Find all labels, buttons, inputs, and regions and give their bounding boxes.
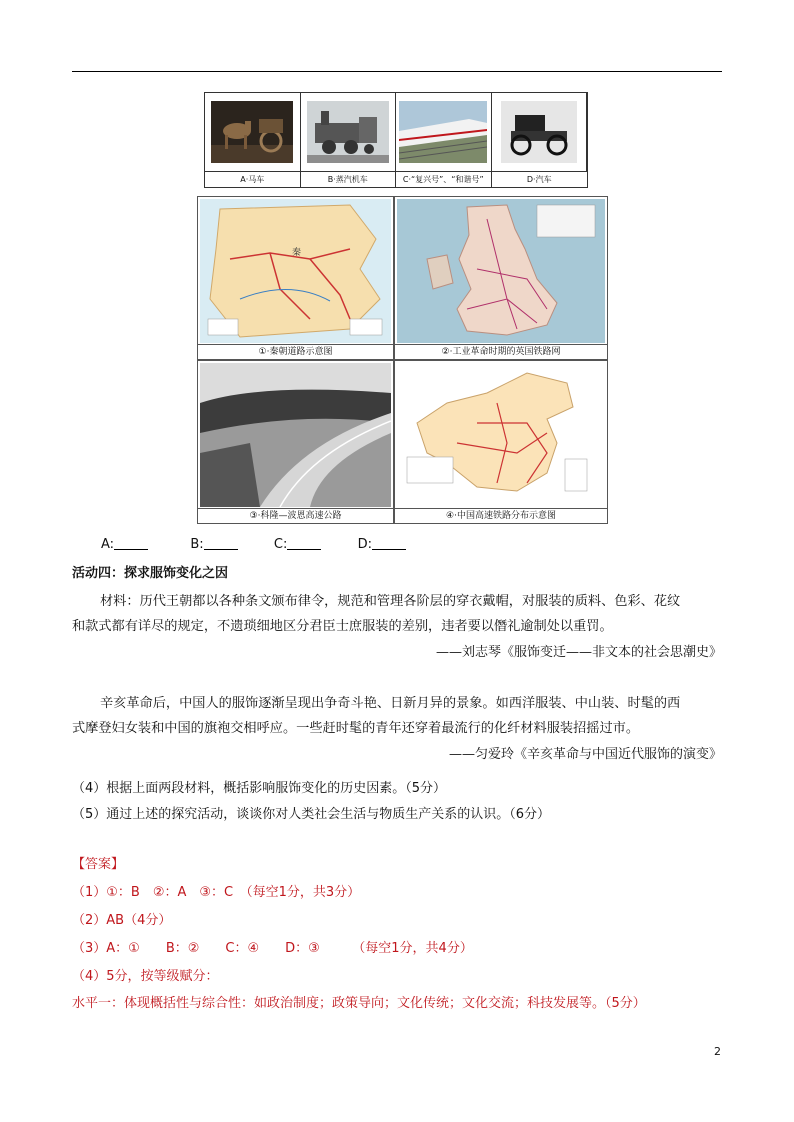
vehicle-caption-d: D·汽车 — [492, 171, 588, 187]
header-rule — [72, 71, 722, 72]
answer-4: （4）5分，按等级赋分： — [72, 969, 219, 984]
blank-label-b: B: — [190, 537, 204, 552]
vehicle-caption-c: C·“复兴号”、“和谐号” — [396, 171, 492, 187]
answer-heading: 【答案】 — [72, 857, 125, 872]
map-caption-4: ④·中国高速铁路分布示意图 — [395, 508, 607, 523]
material1-source: ——刘志琴《服饰变迁——非文本的社会思潮史》 — [435, 645, 722, 660]
blank-d-input[interactable] — [372, 537, 406, 550]
qin-roads-map — [197, 196, 394, 360]
horse-carriage-image — [205, 93, 301, 171]
question-5: （5）通过上述的探究活动，谈谈你对人类社会生活与物质生产关系的认识。（6分） — [72, 807, 551, 822]
map-caption-2: ②·工业革命时期的英国铁路网 — [395, 344, 607, 359]
material2-line1: 辛亥革命后，中国人的服饰逐渐呈现出争奇斗艳、日新月异的景象。如西洋服装、中山装、时髦的西 — [100, 696, 681, 711]
map-caption-3: ③·科隆—波恩高速公路 — [198, 508, 393, 523]
answer-level-1: 水平一：体现概括性与综合性：如政治制度；政策导向；文化传统；文化交流；科技发展等。（5分） — [72, 996, 646, 1011]
material2-line2: 式摩登妇女装和中国的旗袍交相呼应。一些赶时髦的青年还穿着最流行的化纤材料服装招摇过市。 — [72, 721, 640, 736]
answer-blanks-row — [101, 537, 406, 552]
answer-2: （2）AB（4分） — [72, 913, 172, 928]
china-high-speed-rail-map — [394, 360, 608, 524]
map-caption-1: ①·秦朝道路示意图 — [198, 344, 393, 359]
blank-b-input[interactable] — [204, 537, 238, 550]
cologne-bonn-highway-photo — [197, 360, 394, 524]
vehicle-caption-b: B·蒸汽机车 — [301, 171, 397, 187]
vehicle-caption-a: A·马车 — [205, 171, 301, 187]
blank-label-c: C: — [273, 537, 288, 552]
material1-line1: 材料：历代王朝都以各种条文颁布律令，规范和管理各阶层的穿衣戴帽，对服装的质料、色彩、花纹 — [100, 594, 681, 609]
automobile-image — [492, 93, 588, 171]
material2-source: ——匀爱玲《辛亥革命与中国近代服饰的演变》 — [448, 747, 722, 762]
blank-label-d: D: — [357, 537, 373, 552]
transport-map-grid — [197, 196, 608, 524]
qin-label: 秦 — [292, 248, 302, 258]
answer-1: （1）①：B ②：A ③：C （每空1分，共3分） — [72, 885, 361, 900]
activity4-heading: 活动四：探求服饰变化之因 — [72, 566, 229, 581]
britain-railway-map — [394, 196, 608, 360]
blank-c-input[interactable] — [287, 537, 321, 550]
vehicle-image-table — [204, 92, 588, 188]
high-speed-train-image — [396, 93, 492, 171]
question-4: （4）根据上面两段材料，概括影响服饰变化的历史因素。（5分） — [72, 781, 447, 796]
steam-locomotive-image — [301, 93, 397, 171]
material1-line2: 和款式都有详尽的规定，不遗琐细地区分君臣士庶服装的差别，违者要以僭礼逾制处以重罚。 — [72, 619, 613, 634]
blank-label-a: A: — [101, 537, 115, 552]
blank-a-input[interactable] — [114, 537, 148, 550]
page-number: 2 — [714, 1045, 721, 1058]
answer-3: （3）A：① B：② C：④ D：③ （每空1分，共4分） — [72, 941, 473, 956]
